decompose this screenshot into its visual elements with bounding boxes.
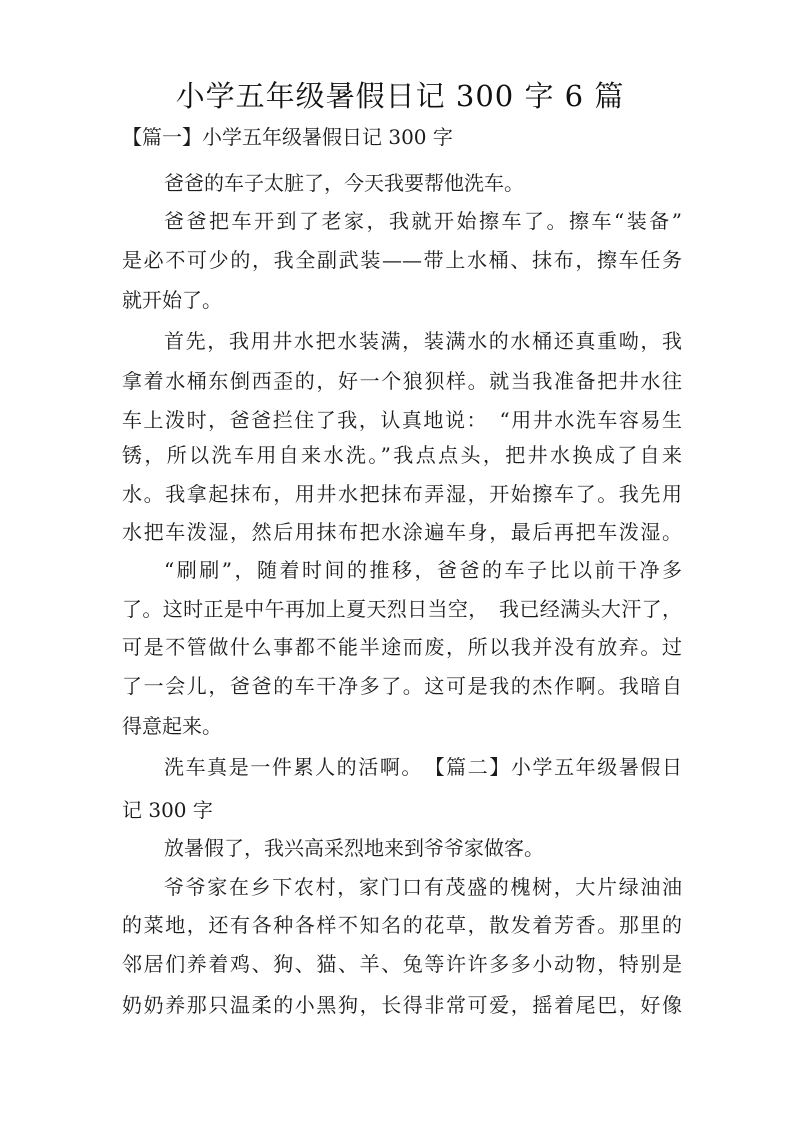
text-line: 拿着水桶东倒西歪的，好一个狼狈样。就当我准备把井水往 <box>122 369 682 393</box>
text-line: 邻居们养着鸡、狗、猫、羊、兔等许许多多小动物，特别是 <box>122 952 682 976</box>
text-line: 爸爸的车子太脏了，今天我要帮他洗车。 <box>164 171 524 195</box>
text-line: 记 300 字 <box>122 798 213 822</box>
document-title: 小学五年级暑假日记 300 字 6 篇 <box>175 79 625 113</box>
section-heading-1: 【篇一】小学五年级暑假日记 300 字 <box>122 125 453 149</box>
text-line: 了。这时正是中午再加上夏天烈日当空， 我已经满头大汗了， <box>122 597 682 621</box>
text-line: “刷刷”，随着时间的推移，爸爸的车子比以前干净多 <box>164 558 682 582</box>
text-line: 锈，所以洗车用自来水洗。”我点点头，把井水换成了自来 <box>122 443 682 467</box>
text-line: 得意起来。 <box>122 714 222 738</box>
text-line: 车上泼时，爸爸拦住了我，认真地说： “用井水洗车容易生 <box>122 408 682 432</box>
text-line: 的菜地，还有各种各样不知名的花草，散发着芳香。那里的 <box>122 913 682 937</box>
text-line: 水把车泼湿，然后用抹布把水涂遍车身，最后再把车泼湿。 <box>122 520 682 544</box>
text-line: 洗车真是一件累人的活啊。 【篇二】小学五年级暑假日 <box>164 755 682 779</box>
text-line: 是必不可少的，我全副武装——带上水桶、抹布，擦车任务 <box>122 248 682 272</box>
text-line: 就开始了。 <box>122 288 222 312</box>
text-line: 奶奶养那只温柔的小黑狗，长得非常可爱，摇着尾巴，好像 <box>122 993 682 1017</box>
text-line: 水。我拿起抹布，用井水把抹布弄湿，开始擦车了。我先用 <box>122 482 682 506</box>
text-line: 爸爸把车开到了老家，我就开始擦车了。擦车“装备” <box>164 209 682 233</box>
text-line: 了一会儿，爸爸的车干净多了。这可是我的杰作啊。我暗自 <box>122 674 682 698</box>
text-line: 可是不管做什么事都不能半途而废，所以我并没有放弃。过 <box>122 635 682 659</box>
text-line: 爷爷家在乡下农村，家门口有茂盛的槐树，大片绿油油 <box>164 875 682 899</box>
text-line: 首先，我用井水把水装满，装满水的水桶还真重呦，我 <box>164 329 682 353</box>
text-line: 放暑假了，我兴高采烈地来到爷爷家做客。 <box>164 836 544 860</box>
